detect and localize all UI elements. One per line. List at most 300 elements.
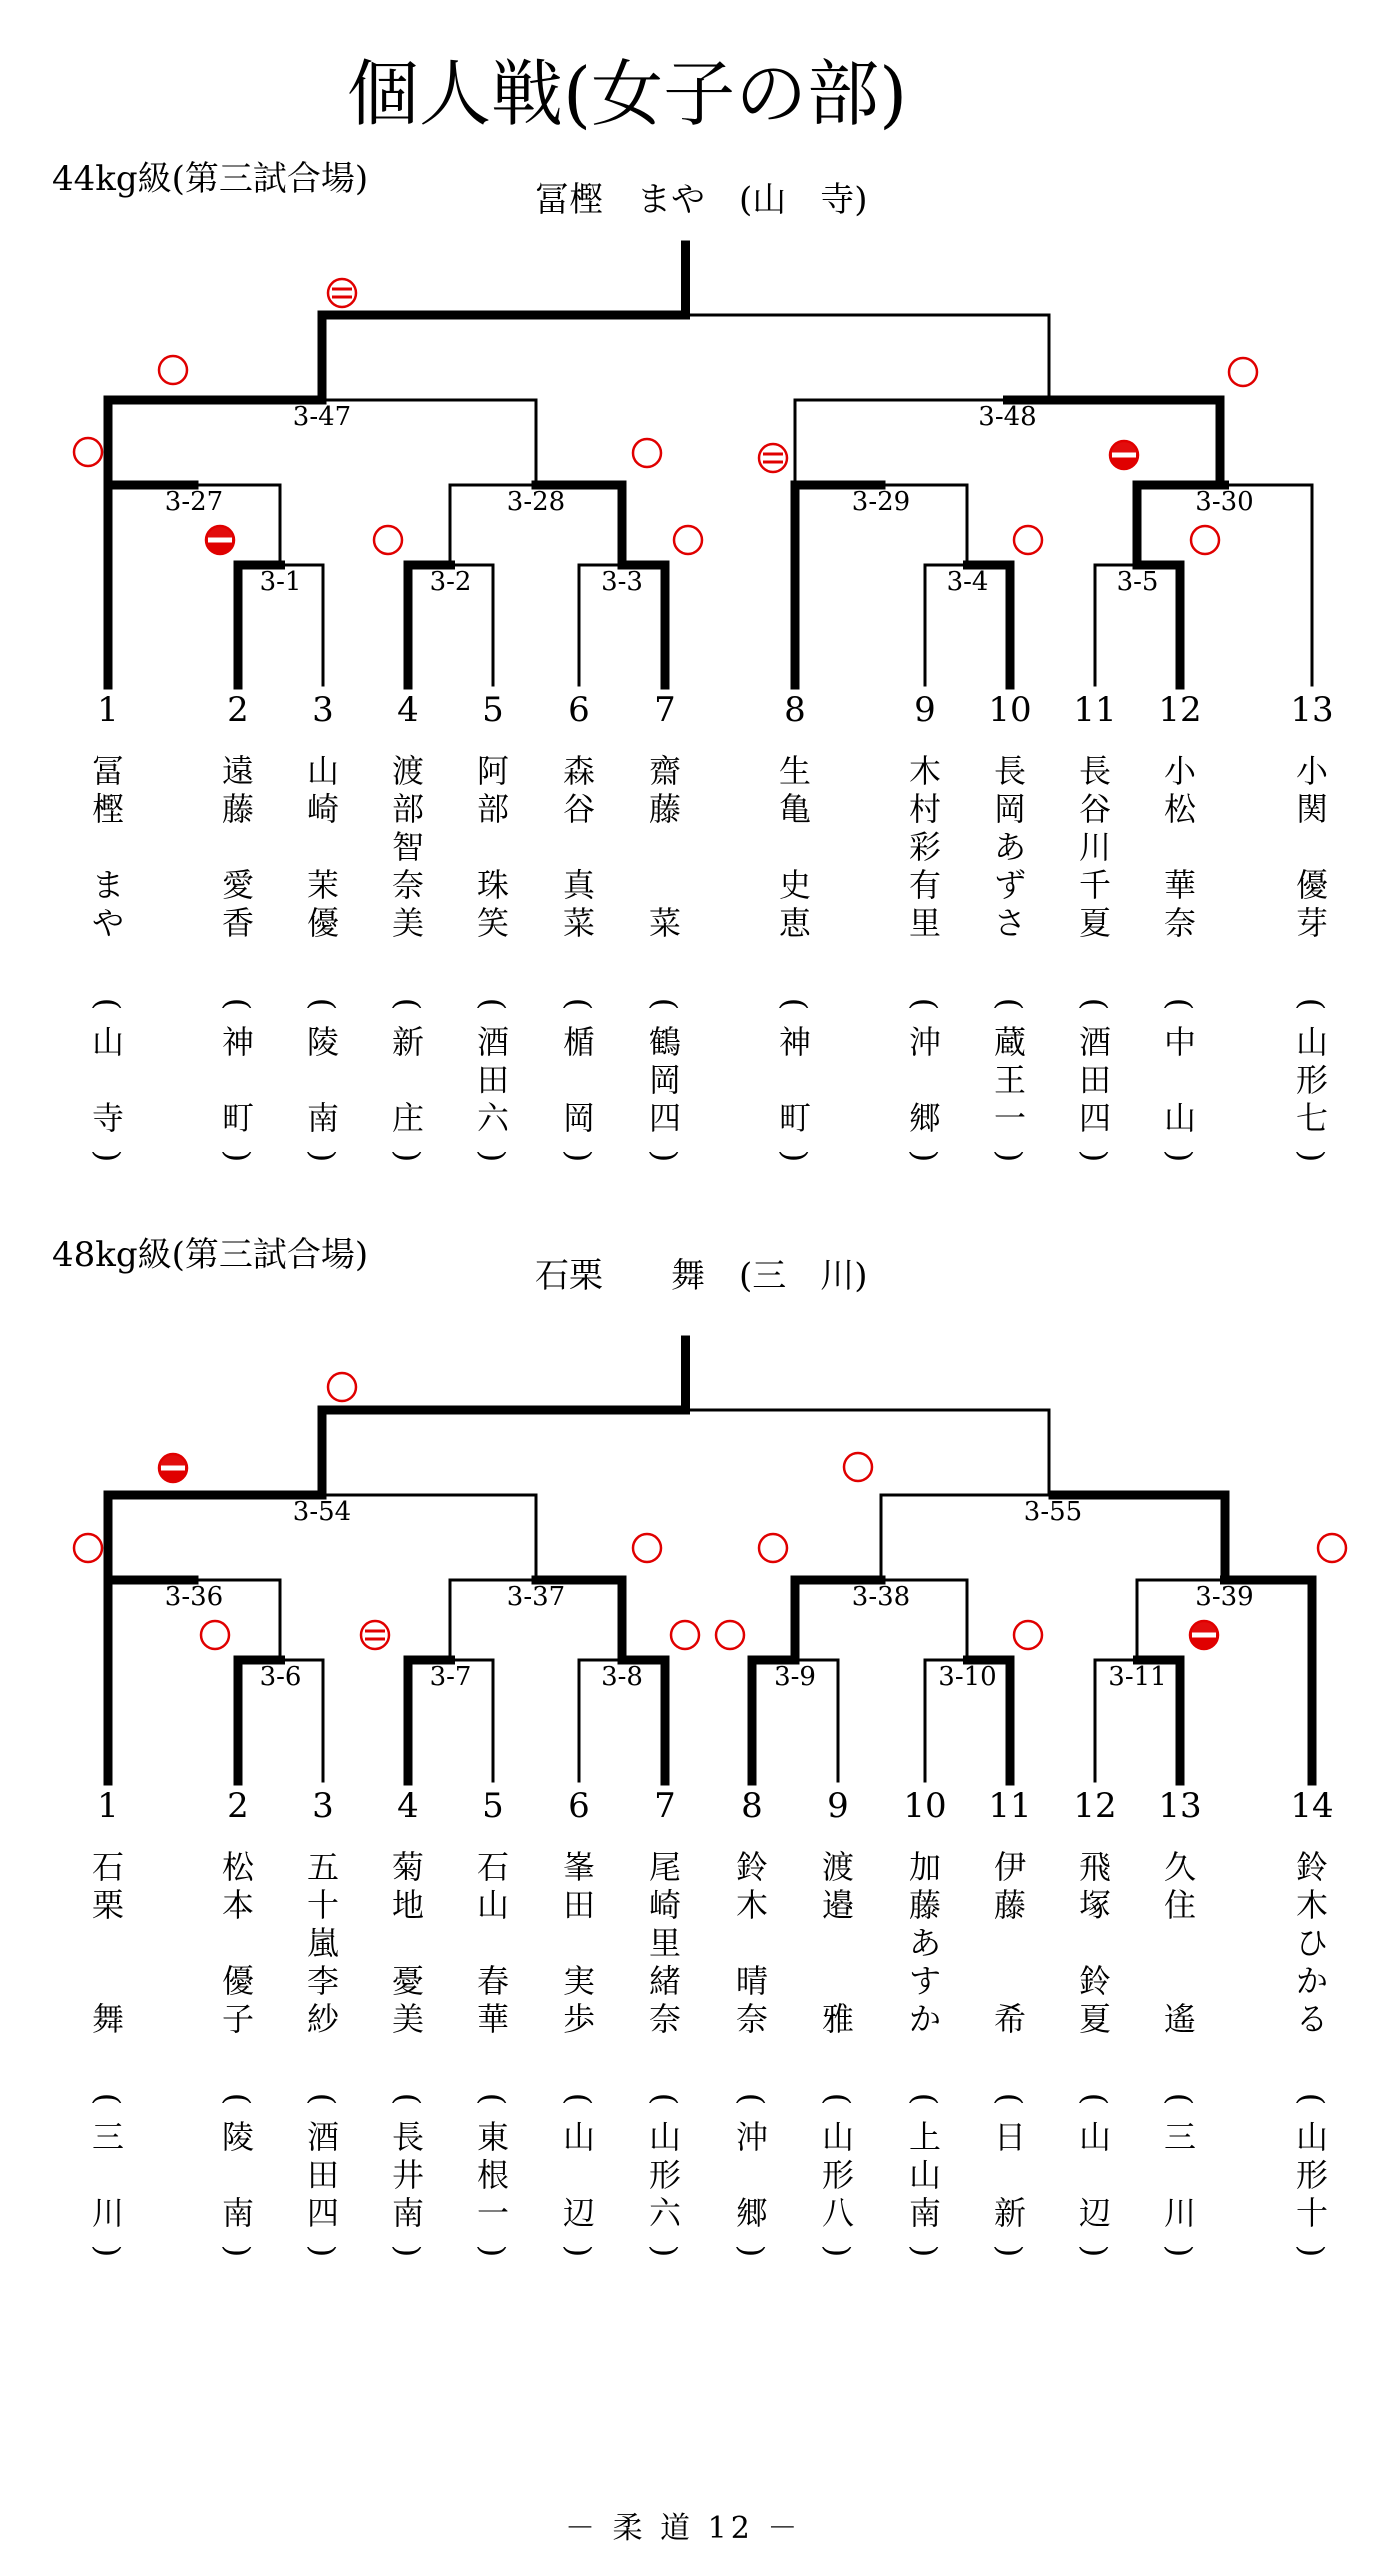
name-char: 彩 <box>908 828 941 866</box>
player-school: ( 三 川 ) <box>1158 2080 1202 2270</box>
player-name <box>1290 752 1334 942</box>
name-char <box>773 828 817 866</box>
school-char: 六 <box>476 1099 509 1137</box>
school-char: 沖 <box>908 1023 941 1061</box>
name-char: 真 <box>562 866 595 904</box>
school-char: 楯 <box>562 1023 595 1061</box>
player-number: 6 <box>568 690 590 730</box>
player-name <box>216 1848 260 2038</box>
name-char <box>86 1924 130 1962</box>
name-char: 奈 <box>735 2000 768 2038</box>
player-school: ( 山 形 八 ) <box>816 2080 860 2270</box>
name-char: さ <box>993 904 1026 942</box>
name-char <box>730 1924 774 1962</box>
name-char: 小 <box>1163 752 1196 790</box>
name-char: 藤 <box>221 790 254 828</box>
name-char: す <box>908 1962 941 2000</box>
player-name <box>301 1848 345 2038</box>
class-label-44kg: 44kg級(第三試合場) <box>52 159 369 199</box>
player-name <box>643 752 687 942</box>
player-name <box>386 1848 430 2038</box>
school-char: 日 <box>993 2118 1026 2156</box>
school-char: 山 <box>562 2118 595 2156</box>
name-char <box>988 1962 1032 2000</box>
name-char <box>301 828 345 866</box>
name-char <box>216 1924 260 1962</box>
school-char: 陵 <box>306 1023 339 1061</box>
school-char: 七 <box>1295 1099 1328 1137</box>
match-3-6-label: 3-6 <box>259 1662 302 1692</box>
name-char: あ <box>908 1924 941 1962</box>
name-char: 舞 <box>91 2000 124 2038</box>
school-char: 川 <box>91 2194 124 2232</box>
player-number: 6 <box>568 1786 590 1826</box>
school-char: 形 <box>821 2156 854 2194</box>
page-footer: － 柔 道 12 － <box>565 2511 802 2546</box>
school-char: 郷 <box>735 2194 768 2232</box>
player-school: ( 上 山 南 ) <box>903 2080 947 2270</box>
name-char: 華 <box>476 2000 509 2038</box>
name-char: 晴 <box>735 1962 768 2000</box>
result-mark-12 <box>1190 1621 1218 1649</box>
name-char: 邉 <box>821 1886 854 1924</box>
name-char: 伊 <box>993 1848 1026 1886</box>
school-char <box>1158 1061 1202 1099</box>
player-name <box>557 752 601 942</box>
school-char: 神 <box>778 1023 811 1061</box>
name-char: 奈 <box>391 866 424 904</box>
name-char: 雅 <box>821 2000 854 2038</box>
school-char: 上 <box>908 2118 941 2156</box>
player-number: 3 <box>312 1786 334 1826</box>
name-char: 渡 <box>821 1848 854 1886</box>
player-name <box>1073 1848 1117 2038</box>
name-char: 里 <box>908 904 941 942</box>
player-name <box>471 752 515 942</box>
name-char: 岡 <box>993 790 1026 828</box>
name-char: 里 <box>648 1924 681 1962</box>
player-school: ( 沖 郷 ) <box>903 985 947 1175</box>
school-char: 神 <box>221 1023 254 1061</box>
name-char: 木 <box>1295 1886 1328 1924</box>
name-char: 齋 <box>648 752 681 790</box>
name-char: 久 <box>1163 1848 1196 1886</box>
name-char: 李 <box>306 1962 339 2000</box>
player-name <box>557 1848 601 2038</box>
player-name <box>773 752 817 942</box>
school-char: 形 <box>648 2156 681 2194</box>
name-char: 谷 <box>1078 790 1111 828</box>
result-mark-0 <box>328 1373 356 1401</box>
player-name <box>816 1848 860 2038</box>
name-char: 渡 <box>391 752 424 790</box>
school-char: 酒 <box>306 2118 339 2156</box>
name-char: 菜 <box>648 904 681 942</box>
result-mark-3 <box>74 1534 102 1562</box>
name-char: 亀 <box>778 790 811 828</box>
name-char: 長 <box>993 752 1026 790</box>
school-char: 一 <box>476 2194 509 2232</box>
player-name <box>1158 1848 1202 2038</box>
name-char: 恵 <box>778 904 811 942</box>
name-char: 小 <box>1295 752 1328 790</box>
player-name <box>903 1848 947 2038</box>
name-char: 尾 <box>648 1848 681 1886</box>
name-char: 優 <box>1295 866 1328 904</box>
match-3-38-label: 3-38 <box>851 1582 911 1612</box>
name-char: 樫 <box>91 790 124 828</box>
match-3-9-label: 3-9 <box>774 1662 816 1692</box>
player-number: 11 <box>1073 690 1117 730</box>
result-mark-3 <box>74 438 102 466</box>
name-char: 夏 <box>1078 2000 1111 2038</box>
school-char: 井 <box>391 2156 424 2194</box>
school-char: 三 <box>1163 2118 1196 2156</box>
player-number: 5 <box>482 690 504 730</box>
school-char: 山 <box>1295 2118 1328 2156</box>
school-char <box>1073 2156 1117 2194</box>
name-char: 鈴 <box>735 1848 768 1886</box>
school-char: 山 <box>648 2118 681 2156</box>
result-mark-11 <box>1014 1621 1042 1649</box>
player-school: ( 長 井 南 ) <box>386 2080 430 2270</box>
player-name <box>86 752 130 942</box>
name-char: 藤 <box>993 1886 1026 1924</box>
name-char: 地 <box>391 1886 424 1924</box>
school-char <box>86 1061 130 1099</box>
name-char: 春 <box>476 1962 509 2000</box>
match-3-29-label: 3-29 <box>851 487 911 517</box>
name-char: 十 <box>306 1886 339 1924</box>
name-char: 歩 <box>562 2000 595 2038</box>
name-char: 藤 <box>908 1886 941 1924</box>
name-char: あ <box>993 828 1026 866</box>
school-char: 王 <box>993 1061 1026 1099</box>
school-char: 岡 <box>648 1061 681 1099</box>
school-char: 四 <box>648 1099 681 1137</box>
school-char: 四 <box>1078 1099 1111 1137</box>
result-mark-0 <box>328 279 356 307</box>
name-char: 遠 <box>221 752 254 790</box>
name-char: 優 <box>221 1962 254 2000</box>
school-char: 八 <box>821 2194 854 2232</box>
name-char: 石 <box>476 1848 509 1886</box>
name-char: か <box>908 2000 941 2038</box>
player-number: 9 <box>914 690 936 730</box>
player-name <box>1073 752 1117 942</box>
match-3-36-label: 3-36 <box>164 1582 224 1612</box>
name-char: 山 <box>306 752 339 790</box>
player-school: ( 新 庄 ) <box>386 985 430 1175</box>
school-char <box>557 1061 601 1099</box>
result-mark-11 <box>1191 526 1219 554</box>
school-char: 新 <box>391 1023 424 1061</box>
name-char: 峯 <box>562 1848 595 1886</box>
player-number: 13 <box>1290 690 1334 730</box>
name-char <box>386 1924 430 1962</box>
school-char: 三 <box>91 2118 124 2156</box>
school-char <box>773 1061 817 1099</box>
school-char: 田 <box>306 2156 339 2194</box>
player-number: 12 <box>1073 1786 1117 1826</box>
player-name <box>1290 1848 1334 2038</box>
player-school: ( 酒 田 六 ) <box>471 985 515 1175</box>
name-char <box>988 1924 1032 1962</box>
result-mark-9 <box>671 1621 699 1649</box>
player-number: 2 <box>227 1786 249 1826</box>
player-number: 2 <box>227 690 249 730</box>
result-mark-6 <box>1318 1534 1346 1562</box>
name-char <box>643 866 687 904</box>
player-number: 11 <box>988 1786 1032 1826</box>
name-char <box>1073 1924 1117 1962</box>
school-char: 山 <box>1163 1099 1196 1137</box>
name-char: 部 <box>476 790 509 828</box>
name-char: 藤 <box>648 790 681 828</box>
name-char: 栗 <box>91 1886 124 1924</box>
school-char: 辺 <box>1078 2194 1111 2232</box>
player-number: 12 <box>1158 690 1202 730</box>
name-char <box>557 828 601 866</box>
name-char: 菊 <box>391 1848 424 1886</box>
result-mark-10 <box>716 1621 744 1649</box>
school-char: 川 <box>1163 2194 1196 2232</box>
match-3-30-label: 3-30 <box>1195 487 1254 517</box>
name-char: 史 <box>778 866 811 904</box>
player-number: 7 <box>654 690 676 730</box>
school-char <box>903 1061 947 1099</box>
school-char: 根 <box>476 2156 509 2194</box>
name-char: 石 <box>91 1848 124 1886</box>
name-char: 笑 <box>476 904 509 942</box>
player-school: ( 東 根 一 ) <box>471 2080 515 2270</box>
school-char: 辺 <box>562 2194 595 2232</box>
match-3-7-label: 3-7 <box>429 1662 472 1692</box>
player-name <box>988 752 1032 942</box>
school-char: 町 <box>221 1099 254 1137</box>
match-3-2-label: 3-2 <box>429 567 472 597</box>
name-char <box>1290 828 1334 866</box>
name-char: 田 <box>562 1886 595 1924</box>
name-char: 冨 <box>91 752 124 790</box>
player-school: ( 山 形 十 ) <box>1290 2080 1334 2270</box>
result-mark-2 <box>1229 358 1257 386</box>
name-char: 香 <box>221 904 254 942</box>
name-char <box>643 828 687 866</box>
player-name <box>988 1848 1032 2038</box>
result-mark-8 <box>361 1621 389 1649</box>
player-school: ( 蔵 王 一 ) <box>988 985 1032 1175</box>
school-char: 形 <box>1295 1061 1328 1099</box>
name-char: 希 <box>993 2000 1026 2038</box>
player-number: 3 <box>312 690 334 730</box>
name-char: 谷 <box>562 790 595 828</box>
match-3-47-label: 3-47 <box>292 402 352 432</box>
name-char: 茉 <box>306 866 339 904</box>
school-char: 沖 <box>735 2118 768 2156</box>
name-char: 生 <box>778 752 811 790</box>
school-char: 山 <box>1078 2118 1111 2156</box>
name-char: 憂 <box>391 1962 424 2000</box>
player-name <box>730 1848 774 2038</box>
name-char: 本 <box>221 1886 254 1924</box>
match-3-28-label: 3-28 <box>506 487 566 517</box>
player-name <box>216 752 260 942</box>
name-char <box>816 1962 860 2000</box>
match-3-10-label: 3-10 <box>938 1662 997 1692</box>
school-char: 寺 <box>91 1099 124 1137</box>
player-school: ( 山 形 七 ) <box>1290 985 1334 1175</box>
player-name <box>643 1848 687 2038</box>
result-mark-1 <box>159 1454 187 1482</box>
name-char: 川 <box>1078 828 1111 866</box>
school-char <box>86 2156 130 2194</box>
match-3-3-label: 3-3 <box>601 567 643 597</box>
match-3-8-label: 3-8 <box>601 1662 643 1692</box>
result-mark-5 <box>759 444 787 472</box>
player-name <box>903 752 947 942</box>
name-char: 松 <box>1163 790 1196 828</box>
name-char: 松 <box>221 1848 254 1886</box>
match-3-54-label: 3-54 <box>292 1497 352 1527</box>
name-char: 長 <box>1078 752 1111 790</box>
name-char: 山 <box>476 1886 509 1924</box>
school-char: 山 <box>91 1023 124 1061</box>
name-char: 阿 <box>476 752 509 790</box>
name-char: 鈴 <box>1078 1962 1111 2000</box>
name-char: 嵐 <box>306 1924 339 1962</box>
school-char: 鶴 <box>648 1023 681 1061</box>
result-mark-6 <box>1110 441 1138 469</box>
match-3-5-label: 3-5 <box>1116 567 1159 597</box>
player-name <box>86 1848 130 2038</box>
class-label-48kg: 48kg級(第三試合場) <box>52 1235 369 1275</box>
school-char <box>557 2156 601 2194</box>
name-char: ひ <box>1295 1924 1328 1962</box>
player-school: ( 山 形 六 ) <box>643 2080 687 2270</box>
name-char: 芽 <box>1295 904 1328 942</box>
result-mark-7 <box>206 526 234 554</box>
name-char: る <box>1295 2000 1328 2038</box>
name-char: 優 <box>306 904 339 942</box>
name-char: 木 <box>735 1886 768 1924</box>
school-char <box>988 2156 1032 2194</box>
school-char: 田 <box>1078 1061 1111 1099</box>
player-name <box>301 752 345 942</box>
result-mark-5 <box>759 1534 787 1562</box>
name-char <box>471 828 515 866</box>
name-char: 有 <box>908 866 941 904</box>
name-char: 部 <box>391 790 424 828</box>
champion-48kg: 石栗 舞 (三 川) <box>535 1256 868 1296</box>
name-char <box>86 828 130 866</box>
player-name <box>1158 752 1202 942</box>
name-char: 菜 <box>562 904 595 942</box>
name-char: 崎 <box>306 790 339 828</box>
player-name <box>386 752 430 942</box>
result-mark-10 <box>1014 526 1042 554</box>
school-char: 山 <box>821 2118 854 2156</box>
player-number: 9 <box>827 1786 849 1826</box>
player-school: ( 山 寺 ) <box>86 985 130 1175</box>
player-number: 1 <box>97 690 119 730</box>
match-3-39-label: 3-39 <box>1195 1582 1254 1612</box>
school-char: 新 <box>993 2194 1026 2232</box>
match-3-11-label: 3-11 <box>1108 1662 1167 1692</box>
name-char: か <box>1295 1962 1328 2000</box>
school-char <box>386 1061 430 1099</box>
name-char: 紗 <box>306 2000 339 2038</box>
name-char: 五 <box>306 1848 339 1886</box>
school-char: 十 <box>1295 2194 1328 2232</box>
match-3-1-label: 3-1 <box>259 567 302 597</box>
school-char <box>1158 2156 1202 2194</box>
name-char <box>471 1924 515 1962</box>
name-char: 子 <box>221 2000 254 2038</box>
player-school: ( 神 町 ) <box>773 985 817 1175</box>
school-char: 中 <box>1163 1023 1196 1061</box>
player-number: 4 <box>397 1786 419 1826</box>
result-mark-4 <box>633 1534 661 1562</box>
player-name <box>471 1848 515 2038</box>
school-char: 東 <box>476 2118 509 2156</box>
name-char: 遙 <box>1163 2000 1196 2038</box>
school-char: 庄 <box>391 1099 424 1137</box>
name-char: 千 <box>1078 866 1111 904</box>
school-char <box>216 2156 260 2194</box>
player-number: 8 <box>784 690 806 730</box>
school-char: 山 <box>1295 1023 1328 1061</box>
school-char: 南 <box>221 2194 254 2232</box>
player-number: 5 <box>482 1786 504 1826</box>
school-char: 岡 <box>562 1099 595 1137</box>
player-school: ( 山 辺 ) <box>557 2080 601 2270</box>
school-char: 酒 <box>476 1023 509 1061</box>
school-char: 陵 <box>221 2118 254 2156</box>
player-school: ( 沖 郷 ) <box>730 2080 774 2270</box>
name-char: 奈 <box>1163 904 1196 942</box>
name-char: 緒 <box>648 1962 681 2000</box>
player-school: ( 酒 田 四 ) <box>301 2080 345 2270</box>
name-char: 住 <box>1163 1886 1196 1924</box>
name-char <box>1158 1962 1202 2000</box>
match-3-48-label: 3-48 <box>978 402 1037 432</box>
match-3-55-label: 3-55 <box>1023 1497 1083 1527</box>
name-char: 奈 <box>648 2000 681 2038</box>
name-char: 華 <box>1163 866 1196 904</box>
name-char: 森 <box>562 752 595 790</box>
match-3-4-label: 3-4 <box>946 567 989 597</box>
player-number: 4 <box>397 690 419 730</box>
school-char: 南 <box>391 2194 424 2232</box>
player-school: ( 中 山 ) <box>1158 985 1202 1175</box>
name-char <box>1158 828 1202 866</box>
player-number: 1 <box>97 1786 119 1826</box>
player-school: ( 鶴 岡 四 ) <box>643 985 687 1175</box>
school-char: 六 <box>648 2194 681 2232</box>
match-3-27-label: 3-27 <box>164 487 224 517</box>
match-3-37-label: 3-37 <box>506 1582 566 1612</box>
player-school: ( 陵 南 ) <box>216 2080 260 2270</box>
school-char: 蔵 <box>993 1023 1026 1061</box>
name-char <box>86 1962 130 2000</box>
school-char: 南 <box>908 2194 941 2232</box>
name-char: 美 <box>391 2000 424 2038</box>
name-char: 飛 <box>1078 1848 1111 1886</box>
player-school: ( 酒 田 四 ) <box>1073 985 1117 1175</box>
school-char: 町 <box>778 1099 811 1137</box>
name-char: 関 <box>1295 790 1328 828</box>
